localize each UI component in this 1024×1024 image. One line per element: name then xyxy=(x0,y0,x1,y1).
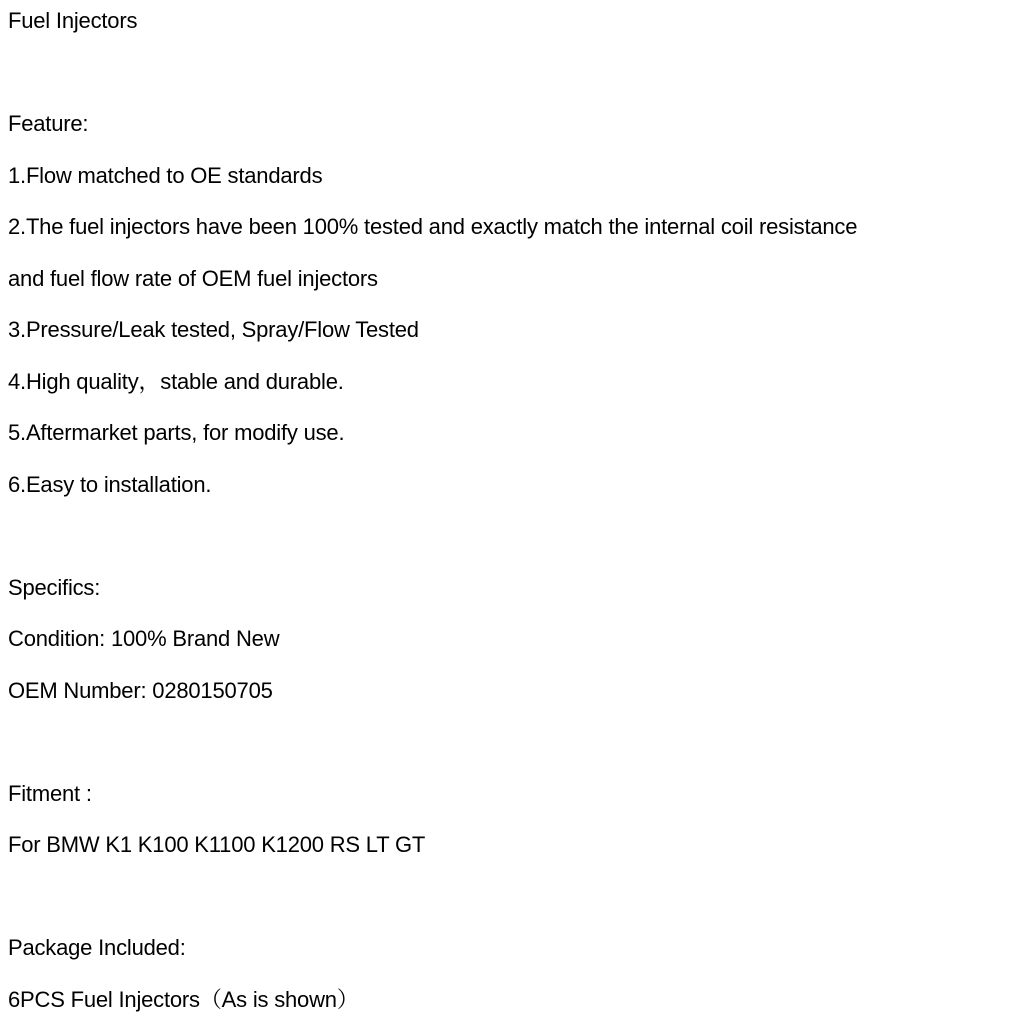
package-contents: 6PCS Fuel Injectors（As is shown） xyxy=(8,987,359,1012)
feature-item-1: 1.Flow matched to OE standards xyxy=(8,163,323,188)
specifics-heading: Specifics: xyxy=(8,575,101,600)
feature-item-2: 2.The fuel injectors have been 100% tested and exactly match the internal coil resistance xyxy=(8,214,858,239)
fitment-heading: Fitment : xyxy=(8,781,92,806)
specifics-oem-number: OEM Number: 0280150705 xyxy=(8,678,273,703)
feature-item-4: 4.High quality，stable and durable. xyxy=(8,369,344,394)
package-heading: Package Included: xyxy=(8,935,186,960)
document-title: Fuel Injectors xyxy=(8,8,138,33)
specifics-condition: Condition: 100% Brand New xyxy=(8,626,280,651)
feature-item-6: 6.Easy to installation. xyxy=(8,472,212,497)
feature-item-5: 5.Aftermarket parts, for modify use. xyxy=(8,420,345,445)
feature-item-2-continued: and fuel flow rate of OEM fuel injectors xyxy=(8,266,378,291)
fitment-models: For BMW K1 K100 K1100 K1200 RS LT GT xyxy=(8,832,426,857)
feature-item-3: 3.Pressure/Leak tested, Spray/Flow Tested xyxy=(8,317,419,342)
feature-heading: Feature: xyxy=(8,111,89,136)
